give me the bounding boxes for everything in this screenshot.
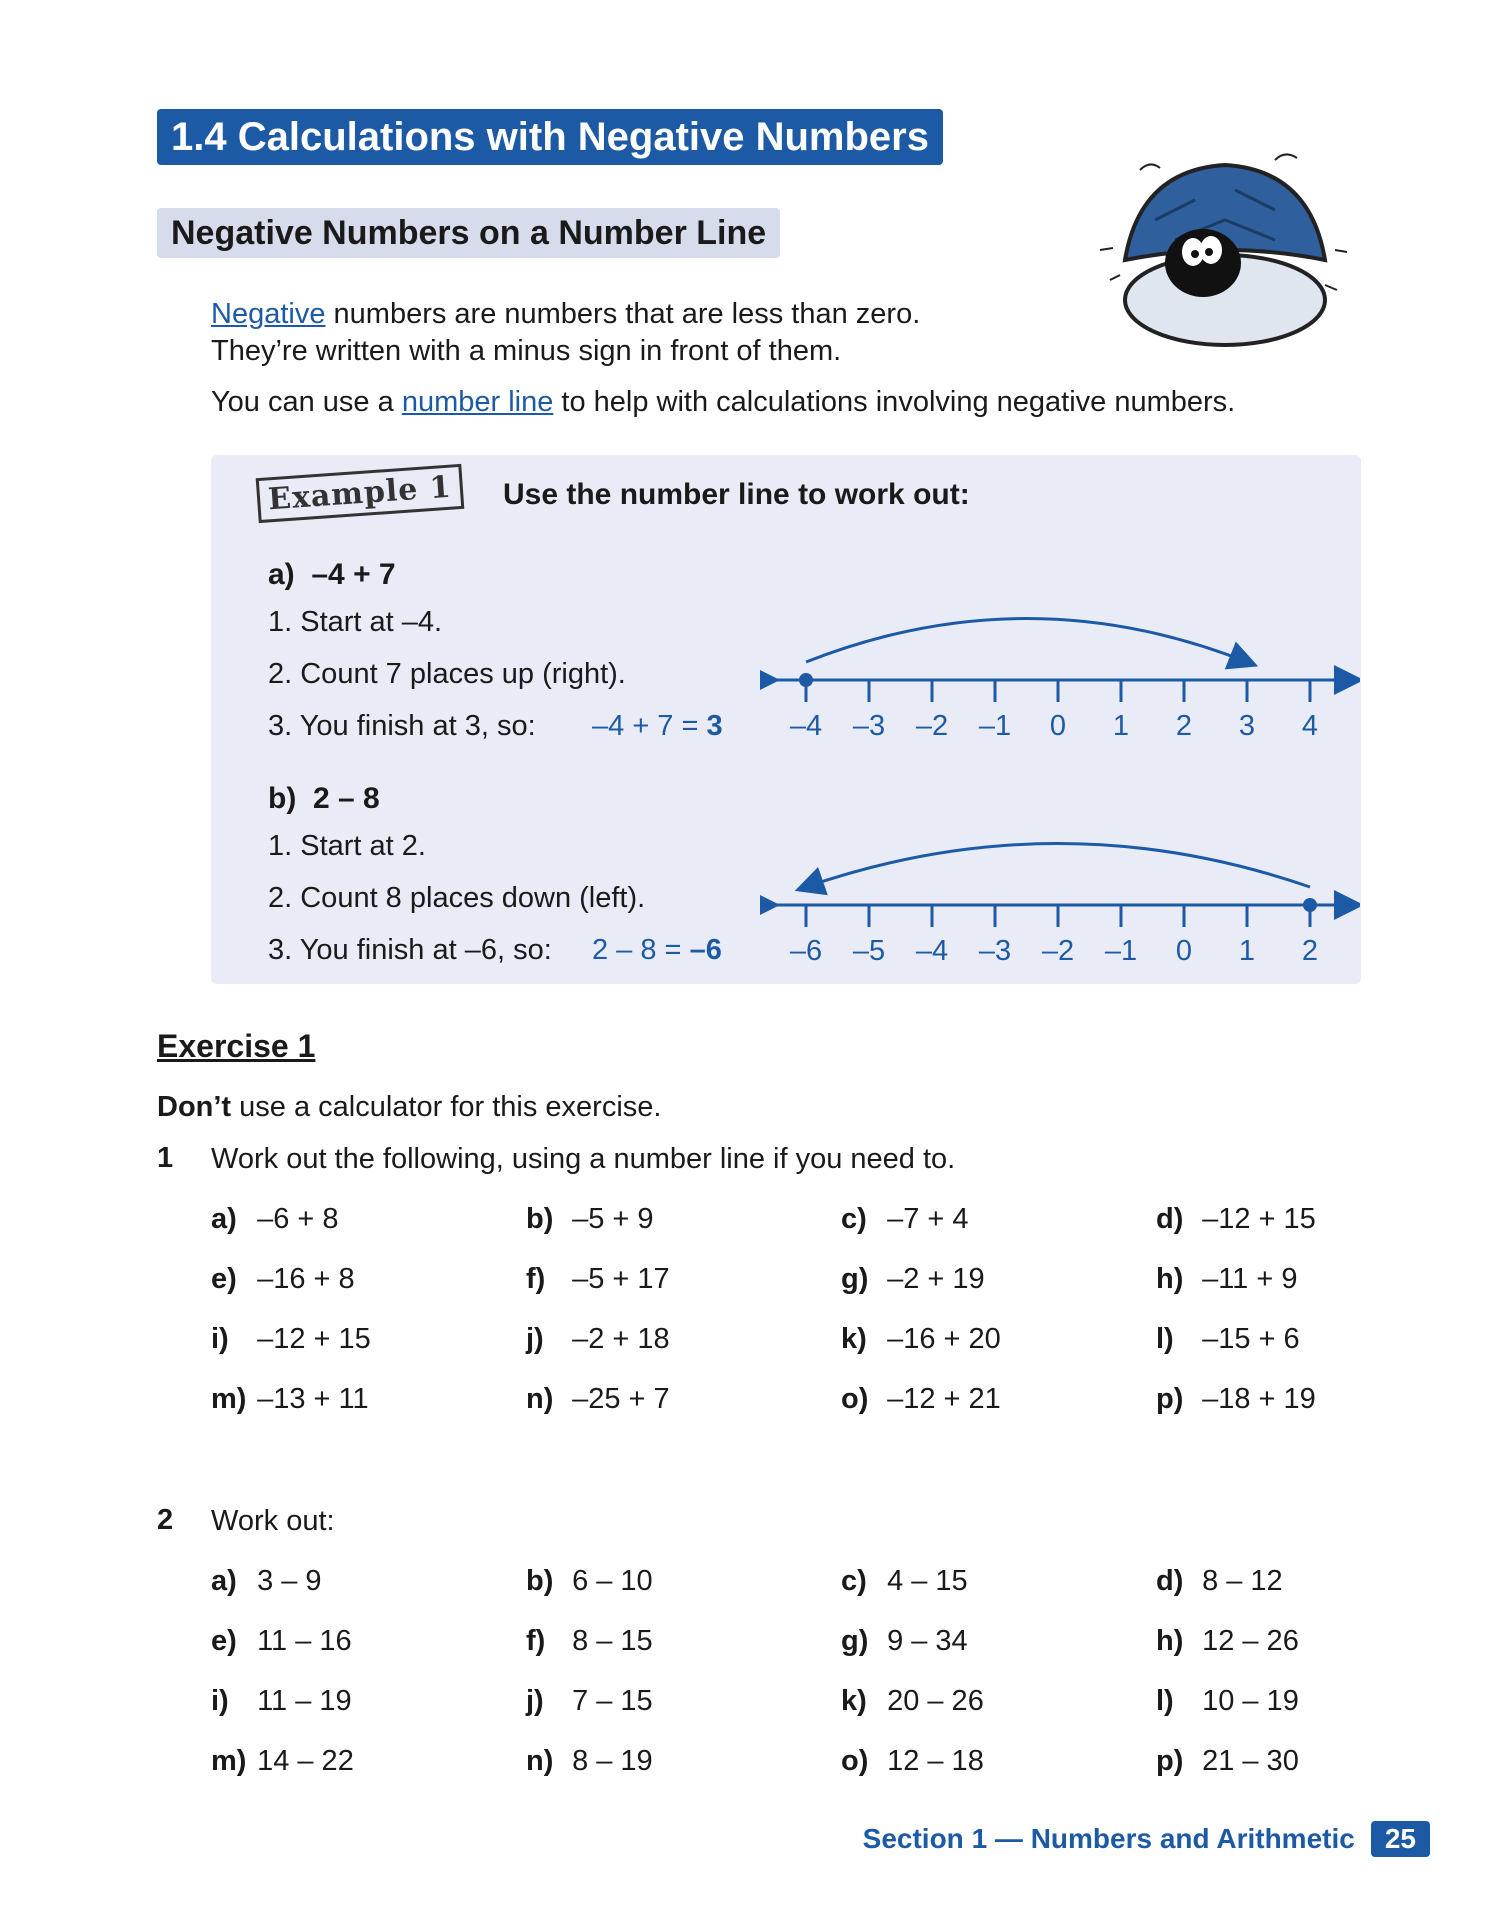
- q1-item-label: g): [841, 1263, 869, 1295]
- q2-item: [211, 1683, 526, 1719]
- part-a-step-1: 1. Start at –4.: [268, 606, 443, 638]
- q1-item-label: f): [526, 1263, 546, 1295]
- q1-item-expression: –15 + 6: [1202, 1323, 1300, 1355]
- q1-item: [211, 1201, 526, 1237]
- part-b-answer-value: –6: [689, 934, 722, 966]
- q1-item-expression: –11 + 9: [1202, 1263, 1298, 1295]
- number-line-b-start-point: [1303, 898, 1317, 912]
- q2-item-expression: 4 – 15: [887, 1565, 968, 1597]
- part-b-expression: 2 – 8: [313, 782, 380, 815]
- q1-item-expression: –2 + 18: [572, 1323, 670, 1355]
- q2-item-label: o): [841, 1745, 869, 1777]
- part-a-label: a): [268, 558, 295, 591]
- example-stamp: Example 1: [256, 464, 464, 523]
- q2-item-expression: 6 – 10: [572, 1565, 653, 1597]
- exercise-note-bold: Don’t: [157, 1091, 232, 1123]
- number-line-a-tick-label: 3: [1238, 710, 1256, 742]
- number-line-b-jump-arrow: [806, 844, 1310, 888]
- q2-item-label: p): [1156, 1745, 1184, 1777]
- q1-item-label: o): [841, 1383, 869, 1415]
- part-b-step-3: 3. You finish at –6, so:: [268, 934, 552, 966]
- q1-item-label: m): [211, 1383, 247, 1415]
- part-a-step-3: 3. You finish at 3, so:: [268, 710, 536, 742]
- q1-item-expression: –12 + 21: [887, 1383, 1001, 1415]
- q1-item: [1156, 1321, 1356, 1357]
- q1-item: [526, 1201, 841, 1237]
- q2-item-label: n): [526, 1745, 554, 1777]
- number-line-a-tick-label: –2: [915, 710, 949, 742]
- part-b-answer-expr: 2 – 8 =: [592, 934, 690, 966]
- question-2-text: Work out:: [211, 1505, 335, 1537]
- part-a-answer-value: 3: [706, 710, 723, 742]
- number-line-b-tick-label: –2: [1041, 935, 1075, 967]
- q2-item-label: a): [211, 1565, 237, 1597]
- q1-item-expression: –16 + 8: [257, 1263, 355, 1295]
- q2-item-expression: 8 – 12: [1202, 1565, 1283, 1597]
- q1-item: [526, 1261, 841, 1297]
- part-a-expression: –4 + 7: [311, 558, 396, 591]
- q2-item: [526, 1563, 841, 1599]
- q1-item: [211, 1321, 526, 1357]
- q1-item-label: h): [1156, 1263, 1184, 1295]
- q2-item: [211, 1743, 526, 1779]
- q2-item-label: h): [1156, 1625, 1184, 1657]
- part-b-answer: [592, 934, 722, 967]
- part-a-answer: [592, 710, 723, 743]
- footer-section-text: Section 1 — Numbers and Arithmetic: [862, 1823, 1355, 1854]
- intro-line-2: They’re written with a minus sign in front of them.: [211, 335, 842, 367]
- exercise-note-text: use a calculator for this exercise.: [231, 1091, 662, 1123]
- q1-item-label: k): [841, 1323, 867, 1355]
- q1-item-expression: –5 + 9: [572, 1203, 654, 1235]
- q1-item-expression: –13 + 11: [257, 1383, 369, 1415]
- q1-item: [526, 1381, 841, 1417]
- q1-item-label: e): [211, 1263, 237, 1295]
- q1-item-expression: –18 + 19: [1202, 1383, 1316, 1415]
- q1-item-expression: –6 + 8: [257, 1203, 339, 1235]
- q2-item: [1156, 1683, 1356, 1719]
- q2-item-expression: 8 – 15: [572, 1625, 653, 1657]
- q1-item-expression: –5 + 17: [572, 1263, 670, 1295]
- q1-item-expression: –12 + 15: [257, 1323, 371, 1355]
- q2-item-label: g): [841, 1625, 869, 1657]
- number-line-b-tick-label: 0: [1175, 935, 1193, 967]
- exercise-note: [157, 1089, 661, 1125]
- q2-item-expression: 12 – 18: [887, 1745, 984, 1777]
- q2-item-expression: 20 – 26: [887, 1685, 984, 1717]
- q2-item: [526, 1743, 841, 1779]
- q1-item-label: i): [211, 1323, 229, 1355]
- number-line-a-tick-label: –4: [789, 710, 823, 742]
- number-line-b-tick-label: 1: [1238, 935, 1256, 967]
- q1-item-expression: –16 + 20: [887, 1323, 1001, 1355]
- question-1-number: 1: [157, 1142, 174, 1174]
- q2-item-expression: 11 – 16: [257, 1625, 352, 1657]
- q2-item-expression: 11 – 19: [257, 1685, 352, 1717]
- q2-item-expression: 10 – 19: [1202, 1685, 1299, 1717]
- q2-item: [526, 1623, 841, 1659]
- question-2-grid: [211, 1563, 1356, 1779]
- q1-item-label: p): [1156, 1383, 1184, 1415]
- q2-item-label: b): [526, 1565, 554, 1597]
- part-b-step-2: 2. Count 8 places down (left).: [268, 882, 646, 914]
- q1-item-expression: –25 + 7: [572, 1383, 670, 1415]
- q1-item: [211, 1381, 526, 1417]
- q2-item: [211, 1563, 526, 1599]
- q1-item-label: a): [211, 1203, 237, 1235]
- q1-item: [211, 1261, 526, 1297]
- q2-item-expression: 8 – 19: [572, 1745, 653, 1777]
- q2-item: [841, 1743, 1156, 1779]
- number-line-a-tick-label: –3: [852, 710, 886, 742]
- q2-item: [841, 1683, 1156, 1719]
- q1-item-label: l): [1156, 1323, 1174, 1355]
- question-2-number: 2: [157, 1504, 174, 1536]
- part-b-label: b): [268, 782, 297, 815]
- q2-item-expression: 3 – 9: [257, 1565, 322, 1597]
- q2-item-label: c): [841, 1565, 867, 1597]
- exercise-title: Exercise 1: [157, 1028, 316, 1064]
- question-1-text: Work out the following, using a number line if you need to.: [211, 1143, 956, 1175]
- q1-item-label: b): [526, 1203, 554, 1235]
- part-a-step-2: 2. Count 7 places up (right).: [268, 658, 626, 690]
- number-line-b: [760, 815, 1360, 975]
- q2-item-label: d): [1156, 1565, 1184, 1597]
- q1-item: [1156, 1261, 1356, 1297]
- q2-item: [1156, 1563, 1356, 1599]
- q2-item: [841, 1563, 1156, 1599]
- q2-item-label: e): [211, 1625, 237, 1657]
- q1-item-expression: –7 + 4: [887, 1203, 969, 1235]
- q2-item-expression: 12 – 26: [1202, 1625, 1299, 1657]
- q1-item: [526, 1321, 841, 1357]
- q2-item: [1156, 1743, 1356, 1779]
- number-line-a-start-point: [799, 673, 813, 687]
- number-line-a-tick-label: –1: [978, 710, 1012, 742]
- number-line-a: [760, 590, 1360, 750]
- intro-line-3-pre: You can use a: [211, 386, 402, 418]
- example-instruction: Use the number line to work out:: [503, 478, 970, 511]
- q2-item: [526, 1683, 841, 1719]
- part-b-heading: [268, 782, 380, 816]
- q1-item-label: j): [526, 1323, 544, 1355]
- q1-item: [841, 1261, 1156, 1297]
- keyword-number-line-link[interactable]: number line: [401, 386, 554, 418]
- number-line-a-tick-label: 2: [1175, 710, 1193, 742]
- q1-item: [1156, 1201, 1356, 1237]
- intro-line-3-post: to help with calculations involving negative numbers.: [553, 386, 1236, 418]
- q2-item: [841, 1623, 1156, 1659]
- subsection-title: Negative Numbers on a Number Line: [157, 208, 780, 258]
- page-number: 25: [1371, 1821, 1430, 1857]
- q1-item: [841, 1321, 1156, 1357]
- section-title: 1.4 Calculations with Negative Numbers: [157, 109, 943, 165]
- q1-item-expression: –12 + 15: [1202, 1203, 1316, 1235]
- q1-item: [841, 1201, 1156, 1237]
- part-a-answer-expr: –4 + 7 =: [592, 710, 707, 742]
- q1-item: [1156, 1381, 1356, 1417]
- tortoise-illustration: [1085, 140, 1365, 350]
- q2-item-label: l): [1156, 1685, 1174, 1717]
- q2-item-expression: 14 – 22: [257, 1745, 354, 1777]
- q2-item: [1156, 1623, 1356, 1659]
- q2-item-label: f): [526, 1625, 546, 1657]
- keyword-negative-link[interactable]: Negative: [211, 298, 326, 330]
- q2-item-label: j): [526, 1685, 544, 1717]
- q2-item-expression: 21 – 30: [1202, 1745, 1299, 1777]
- q1-item-expression: –2 + 19: [887, 1263, 985, 1295]
- number-line-b-tick-label: 2: [1301, 935, 1319, 967]
- number-line-b-tick-label: –4: [915, 935, 949, 967]
- q1-item-label: c): [841, 1203, 867, 1235]
- q2-item-expression: 9 – 34: [887, 1625, 968, 1657]
- part-b-step-1: 1. Start at 2.: [268, 830, 426, 862]
- q1-item-label: n): [526, 1383, 554, 1415]
- part-a-heading: [268, 558, 396, 592]
- number-line-b-tick-label: –6: [789, 935, 823, 967]
- q2-item-label: i): [211, 1685, 229, 1717]
- intro-line-1: [211, 296, 920, 332]
- intro-line-3: [211, 384, 1235, 420]
- number-line-b-tick-label: –1: [1104, 935, 1138, 967]
- question-1-grid: [211, 1201, 1356, 1417]
- number-line-b-tick-label: –3: [978, 935, 1012, 967]
- number-line-a-jump-arrow: [806, 619, 1247, 663]
- number-line-a-tick-label: 1: [1112, 710, 1130, 742]
- page-footer: [863, 1821, 1430, 1857]
- q2-item: [211, 1623, 526, 1659]
- q2-item-expression: 7 – 15: [572, 1685, 653, 1717]
- q1-item: [841, 1381, 1156, 1417]
- q2-item-label: m): [211, 1745, 247, 1777]
- number-line-b-tick-label: –5: [852, 935, 886, 967]
- number-line-a-tick-label: 4: [1301, 710, 1319, 742]
- q1-item-label: d): [1156, 1203, 1184, 1235]
- number-line-a-tick-label: 0: [1049, 710, 1067, 742]
- q2-item-label: k): [841, 1685, 867, 1717]
- intro-line-1-text: numbers are numbers that are less than zero.: [325, 298, 921, 330]
